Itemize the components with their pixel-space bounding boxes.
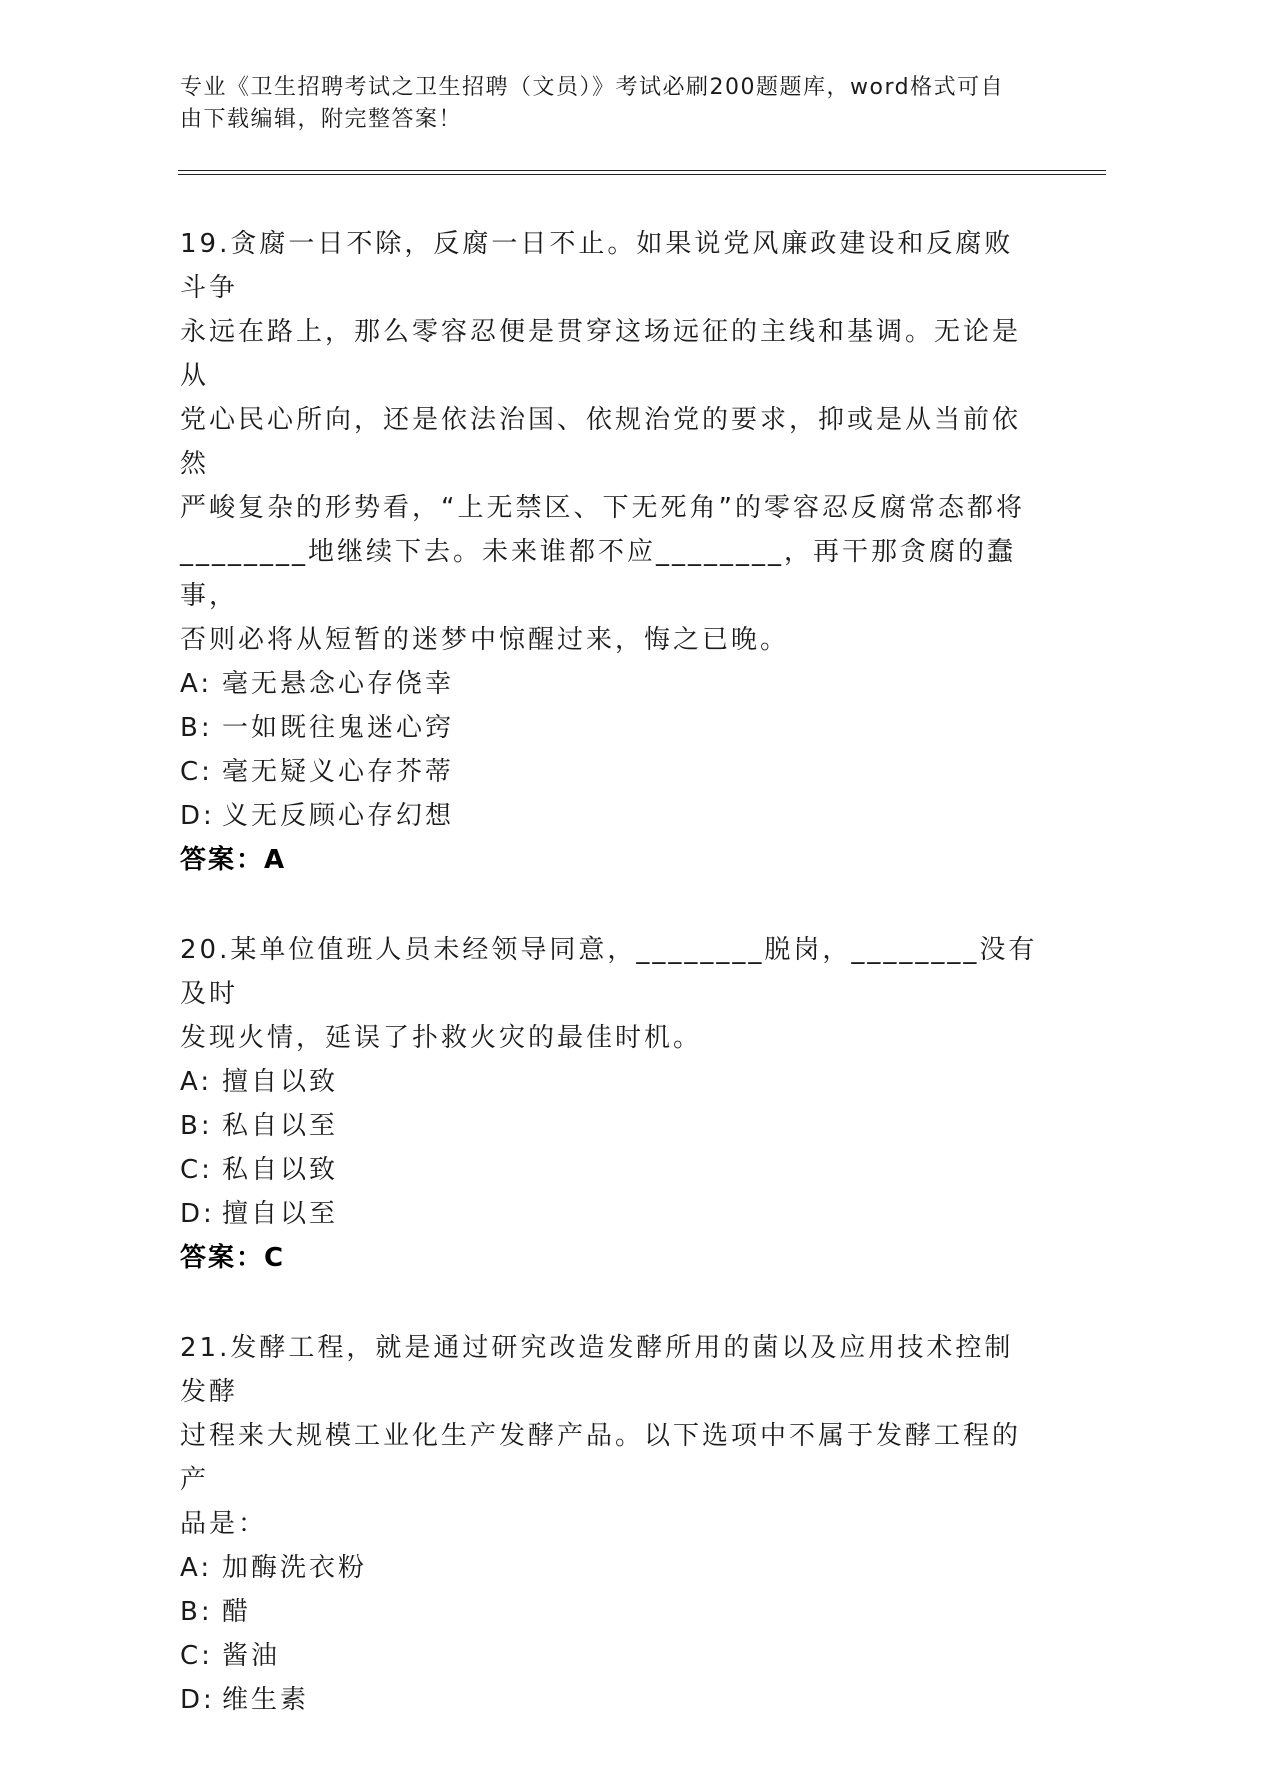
question-20: [180, 928, 1040, 1280]
option-text: 义无反顾心存幻想: [222, 801, 455, 831]
option-text: 维生素: [222, 1685, 310, 1715]
option-a: [180, 1060, 1040, 1104]
question-stem-line: 发现火情，延误了扑救火灾的最佳时机。: [180, 1023, 703, 1053]
question-stem-line: ________地继续下去。未来谁都不应________，再干那贪腐的蠢事，: [180, 537, 1017, 611]
option-b: [180, 706, 1040, 750]
option-b: [180, 1104, 1040, 1148]
answer-line: 答案：C: [180, 1243, 286, 1273]
option-a: [180, 1546, 1040, 1590]
question-stem-line: 19.贪腐一日不除，反腐一日不止。如果说党风廉政建设和反腐败斗争: [180, 229, 1014, 303]
option-key: D:: [180, 1199, 215, 1229]
header-line-1: 专业《卫生招聘考试之卫生招聘（文员）》考试必刷200题题库，word格式可自: [180, 75, 1005, 100]
question-21: [180, 1326, 1040, 1722]
option-text: 毫无疑义心存芥蒂: [222, 757, 455, 787]
answer-line: 答案：A: [180, 845, 287, 875]
option-key: C:: [180, 1641, 213, 1671]
option-text: 毫无悬念心存侥幸: [222, 669, 455, 699]
option-text: 一如既往鬼迷心窍: [222, 713, 455, 743]
header-divider-top: [178, 170, 1106, 171]
option-key: B:: [180, 1111, 213, 1141]
question-stem-line: 21.发酵工程，就是通过研究改造发酵所用的菌以及应用技术控制发酵: [180, 1333, 1014, 1407]
option-d: [180, 1678, 1040, 1722]
document-header: [180, 72, 1040, 136]
option-text: 加酶洗衣粉: [222, 1553, 368, 1583]
option-key: A:: [180, 669, 213, 699]
option-a: [180, 662, 1040, 706]
option-key: C:: [180, 757, 213, 787]
question-stem-line: 品是：: [180, 1509, 268, 1539]
question-stem-line: 否则必将从短暂的迷梦中惊醒过来，悔之已晚。: [180, 625, 790, 655]
option-key: C:: [180, 1155, 213, 1185]
question-stem-line: 永远在路上，那么零容忍便是贯穿这场远征的主线和基调。无论是从: [180, 317, 1022, 391]
question-stem-line: 党心民心所向，还是依法治国、依规治党的要求，抑或是从当前依然: [180, 405, 1022, 479]
question-stem-line: 严峻复杂的形势看，“上无禁区、下无死角”的零容忍反腐常态都将: [180, 493, 1025, 523]
question-stem-line: 20.某单位值班人员未经领导同意，________脱岗，________没有及时: [180, 935, 1038, 1009]
option-key: B:: [180, 713, 213, 743]
question-list: [180, 222, 1040, 1768]
option-text: 醋: [222, 1597, 252, 1627]
option-text: 擅自以致: [222, 1067, 339, 1097]
option-d: [180, 794, 1040, 838]
option-text: 擅自以至: [222, 1199, 339, 1229]
question-19: [180, 222, 1040, 882]
option-b: [180, 1590, 1040, 1634]
option-key: D:: [180, 801, 215, 831]
option-c: [180, 1148, 1040, 1192]
option-d: [180, 1192, 1040, 1236]
header-line-2: 由下载编辑，附完整答案！: [180, 107, 463, 132]
option-key: D:: [180, 1685, 215, 1715]
option-c: [180, 750, 1040, 794]
option-text: 私自以致: [222, 1155, 339, 1185]
option-text: 酱油: [222, 1641, 281, 1671]
option-c: [180, 1634, 1040, 1678]
option-key: A:: [180, 1553, 213, 1583]
option-key: B:: [180, 1597, 213, 1627]
option-key: A:: [180, 1067, 213, 1097]
question-stem-line: 过程来大规模工业化生产发酵产品。以下选项中不属于发酵工程的产: [180, 1421, 1022, 1495]
option-text: 私自以至: [222, 1111, 339, 1141]
header-divider-bottom: [178, 174, 1106, 175]
